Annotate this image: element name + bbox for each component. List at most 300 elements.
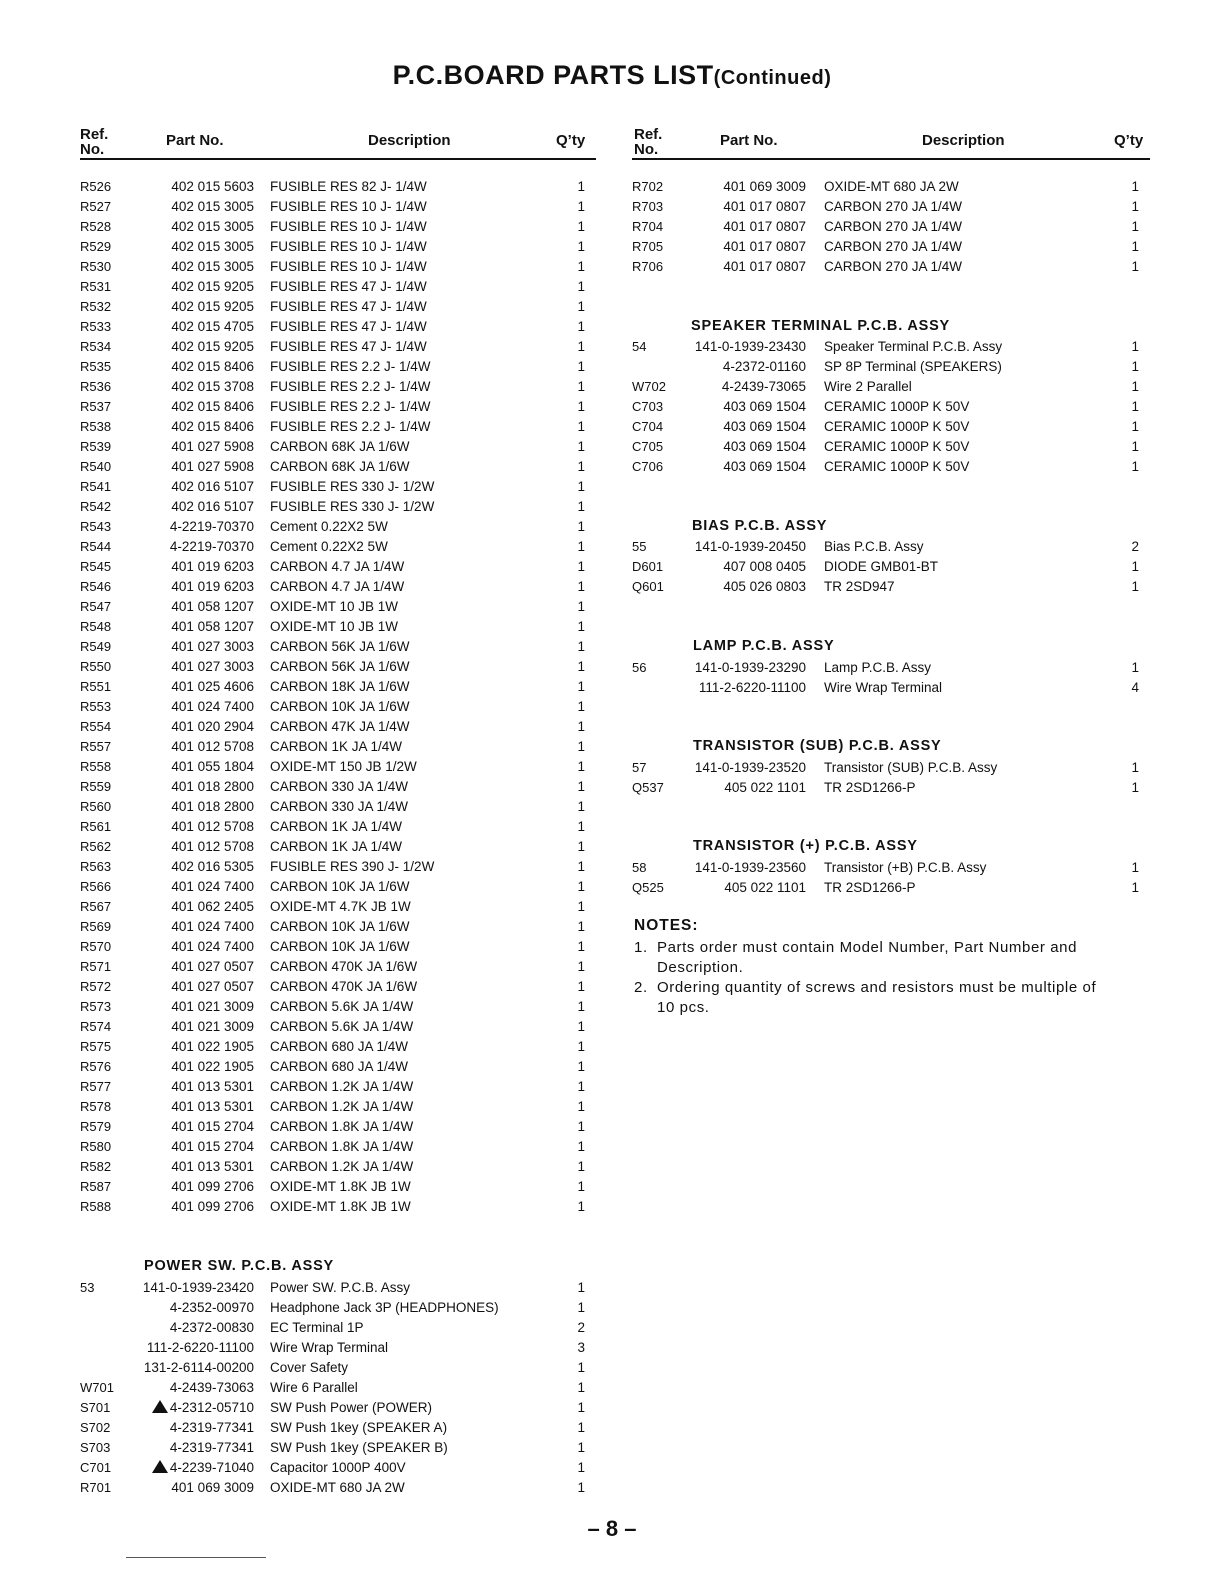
quantity: 1	[1131, 760, 1139, 775]
part-no-text: 402 015 4705	[171, 319, 254, 334]
part-no-text: 401 022 1905	[171, 1059, 254, 1074]
part-no	[695, 658, 806, 678]
quantity: 1	[577, 239, 585, 254]
description: CARBON 470K JA 1/6W	[270, 979, 418, 994]
table-row	[0, 1278, 1224, 1298]
note-number: 1.	[634, 939, 648, 956]
ref-no: 56	[632, 660, 647, 675]
table-row	[0, 917, 1224, 937]
quantity: 1	[577, 379, 585, 394]
description: OXIDE-MT 1.8K JB 1W	[270, 1199, 411, 1214]
part-no	[171, 1097, 254, 1117]
quantity: 1	[577, 1380, 585, 1395]
part-no-text: 403 069 1504	[723, 419, 806, 434]
description: Wire 6 Parallel	[270, 1380, 358, 1395]
table-row	[0, 1037, 1224, 1057]
quantity: 1	[577, 1079, 585, 1094]
description: CARBON 680 JA 1/4W	[270, 1059, 409, 1074]
table-row	[0, 437, 1224, 457]
part-no-text: 4-2312-05710	[169, 1400, 254, 1415]
description: FUSIBLE RES 390 J- 1/2W	[270, 859, 435, 874]
part-no	[171, 737, 254, 757]
description: CARBON 5.6K JA 1/4W	[270, 999, 414, 1014]
quantity: 1	[577, 719, 585, 734]
ref-no: R551	[80, 679, 112, 694]
description: CARBON 10K JA 1/6W	[270, 939, 410, 954]
quantity: 1	[577, 519, 585, 534]
ref-no: 57	[632, 760, 647, 775]
safety-warning-icon	[152, 1460, 168, 1473]
description: CARBON 680 JA 1/4W	[270, 1039, 409, 1054]
ref-no: S703	[80, 1440, 111, 1455]
part-no-text: 111-2-6220-11100	[146, 1340, 254, 1355]
table-row	[0, 717, 1224, 737]
ref-no: C703	[632, 399, 664, 414]
part-no-text: 401 027 3003	[171, 659, 254, 674]
safety-warning-icon	[152, 1400, 168, 1413]
part-no-text: 131-2-6114-00200	[143, 1360, 254, 1375]
part-no	[171, 917, 254, 937]
part-no-text: 401 012 5708	[171, 739, 254, 754]
description: FUSIBLE RES 2.2 J- 1/4W	[270, 379, 431, 394]
note-text: Ordering quantity of screws and resistors must be multiple of	[657, 979, 1097, 996]
ref-no: R540	[80, 459, 112, 474]
part-no-text: 141-0-1939-23430	[694, 339, 806, 354]
quantity: 1	[577, 539, 585, 554]
part-no	[171, 1037, 254, 1057]
table-row	[0, 1177, 1224, 1197]
ref-no: R562	[80, 839, 112, 854]
quantity: 1	[577, 1099, 585, 1114]
table-row	[0, 778, 1224, 798]
ref-no: Q537	[632, 780, 664, 795]
table-row	[0, 1097, 1224, 1117]
part-no	[170, 1378, 254, 1398]
description: CARBON 1K JA 1/4W	[270, 739, 403, 754]
description: OXIDE-MT 4.7K JB 1W	[270, 899, 411, 914]
quantity: 1	[577, 499, 585, 514]
ref-no: R531	[80, 279, 112, 294]
description: CARBON 330 JA 1/4W	[270, 779, 409, 794]
ref-no: R527	[80, 199, 112, 214]
ref-no: R706	[632, 259, 664, 274]
part-no-text: 4-2372-01160	[722, 359, 806, 374]
description: TR 2SD1266-P	[824, 780, 916, 795]
part-no-text: 405 026 0803	[723, 579, 806, 594]
quantity: 1	[577, 579, 585, 594]
ref-no: Q601	[632, 579, 664, 594]
table-row	[0, 758, 1224, 778]
ref-no: Q525	[632, 880, 664, 895]
ref-no: R537	[80, 399, 112, 414]
description: CARBON 1.2K JA 1/4W	[270, 1079, 414, 1094]
ref-no: R561	[80, 819, 112, 834]
description: OXIDE-MT 680 JA 2W	[270, 1480, 405, 1495]
table-row	[0, 1358, 1224, 1378]
quantity: 1	[577, 599, 585, 614]
part-no-text: 401 018 2800	[171, 779, 254, 794]
table-row	[0, 1298, 1224, 1318]
description: Capacitor 1000P 400V	[270, 1460, 406, 1475]
ref-no: W701	[80, 1380, 114, 1395]
part-no	[695, 758, 806, 778]
ref-no: R543	[80, 519, 112, 534]
quantity: 1	[577, 939, 585, 954]
ref-no: R577	[80, 1079, 112, 1094]
ref-no: R587	[80, 1179, 112, 1194]
part-no-text: 403 069 1504	[723, 439, 806, 454]
ref-no: R532	[80, 299, 112, 314]
ref-no: R557	[80, 739, 112, 754]
part-no-text: 141-0-1939-23520	[694, 760, 806, 775]
description: CARBON 10K JA 1/6W	[270, 879, 410, 894]
quantity: 1	[577, 1019, 585, 1034]
part-no-text: 401 017 0807	[723, 239, 806, 254]
part-no-text: 401 024 7400	[171, 919, 254, 934]
ref-no: C705	[632, 439, 664, 454]
quantity: 1	[1131, 179, 1139, 194]
ref-no: R529	[80, 239, 112, 254]
ref-no: R570	[80, 939, 112, 954]
part-no-text: 141-0-1939-23560	[694, 860, 806, 875]
part-no	[723, 357, 806, 377]
ref-no: R536	[80, 379, 112, 394]
quantity: 1	[1131, 439, 1139, 454]
description: Transistor (SUB) P.C.B. Assy	[824, 760, 998, 775]
part-no	[171, 637, 254, 657]
table-row	[0, 497, 1224, 517]
part-no-text: 402 016 5107	[171, 499, 254, 514]
part-no	[170, 1418, 254, 1438]
quantity: 1	[577, 1059, 585, 1074]
note-number: 2.	[634, 979, 648, 996]
table-row	[0, 317, 1224, 337]
part-no-text: 402 015 3005	[171, 239, 254, 254]
ref-no: R526	[80, 179, 112, 194]
quantity: 1	[577, 1039, 585, 1054]
quantity: 1	[577, 1139, 585, 1154]
part-no	[171, 1017, 254, 1037]
table-row	[0, 957, 1224, 977]
ref-no: 53	[80, 1280, 95, 1295]
description: OXIDE-MT 150 JB 1/2W	[270, 759, 417, 774]
part-no	[171, 1137, 254, 1157]
part-no-text: 401 027 5908	[171, 439, 254, 454]
part-no	[723, 237, 806, 257]
description: Wire Wrap Terminal	[270, 1340, 389, 1355]
table-row	[0, 797, 1224, 817]
part-no-text: 401 062 2405	[171, 899, 254, 914]
description: CARBON 270 JA 1/4W	[824, 199, 963, 214]
left-header-ref: Ref. No.	[80, 126, 109, 158]
quantity: 1	[1131, 660, 1139, 675]
part-no-text: 401 069 3009	[171, 1480, 254, 1495]
description: OXIDE-MT 10 JB 1W	[270, 619, 399, 634]
quantity: 1	[577, 839, 585, 854]
table-row	[0, 1157, 1224, 1177]
table-row	[0, 377, 1224, 397]
part-no-text: 4-2352-00970	[169, 1300, 254, 1315]
part-no-text: 401 027 3003	[171, 639, 254, 654]
description: FUSIBLE RES 47 J- 1/4W	[270, 319, 427, 334]
right-header-qty: Q’ty	[1114, 132, 1144, 149]
table-row	[0, 678, 1224, 698]
table-row	[0, 737, 1224, 757]
ref-no: C701	[80, 1460, 112, 1475]
left-header-desc: Description	[368, 132, 451, 149]
table-row	[0, 1057, 1224, 1077]
part-no-text: 402 016 5107	[171, 479, 254, 494]
right-header-desc: Description	[922, 132, 1005, 149]
quantity: 1	[577, 319, 585, 334]
table-row	[0, 577, 1224, 597]
note-text-cont: 10 pcs.	[657, 999, 710, 1016]
section-title: BIAS P.C.B. ASSY	[692, 518, 828, 534]
part-no-text: 141-0-1939-23290	[694, 660, 806, 675]
part-no-text: 401 020 2904	[171, 719, 254, 734]
quantity: 2	[577, 1320, 585, 1335]
part-no	[722, 377, 806, 397]
quantity: 1	[577, 739, 585, 754]
table-row	[0, 1197, 1224, 1217]
description: Speaker Terminal P.C.B. Assy	[824, 339, 1003, 354]
ref-no: R549	[80, 639, 112, 654]
table-row	[0, 897, 1224, 917]
quantity: 1	[577, 199, 585, 214]
part-no	[171, 597, 254, 617]
quantity: 1	[577, 859, 585, 874]
page-title: P.C.BOARD PARTS LIST(Continued)	[392, 60, 832, 90]
ref-no: R572	[80, 979, 112, 994]
part-no-text: 401 015 2704	[171, 1119, 254, 1134]
part-no	[723, 397, 806, 417]
quantity: 1	[577, 1460, 585, 1475]
ref-no: R566	[80, 879, 112, 894]
part-no-text: 402 015 9205	[171, 299, 254, 314]
part-no-text: 401 099 2706	[171, 1179, 254, 1194]
quantity: 1	[577, 1480, 585, 1495]
note-text-cont: Description.	[657, 959, 744, 976]
description: SW Push Power (POWER)	[270, 1400, 433, 1415]
description: SW Push 1key (SPEAKER A)	[270, 1420, 448, 1435]
ref-no: R703	[632, 199, 664, 214]
quantity: 1	[577, 1400, 585, 1415]
ref-no: R546	[80, 579, 112, 594]
part-no-text: 401 058 1207	[171, 619, 254, 634]
part-no	[171, 1077, 254, 1097]
part-no-text: 401 021 3009	[171, 999, 254, 1014]
part-no-text: 4-2319-77341	[169, 1440, 254, 1455]
ref-no: S702	[80, 1420, 111, 1435]
ref-no: 55	[632, 539, 647, 554]
quantity: 1	[1131, 399, 1139, 414]
quantity: 4	[1131, 680, 1139, 695]
ref-no: R563	[80, 859, 112, 874]
quantity: 1	[577, 259, 585, 274]
quantity: 1	[1131, 579, 1139, 594]
table-row	[0, 257, 1224, 277]
quantity: 1	[577, 1119, 585, 1134]
description: CERAMIC 1000P K 50V	[824, 439, 970, 454]
part-no-text: 401 025 4606	[171, 679, 254, 694]
section-title: TRANSISTOR (SUB) P.C.B. ASSY	[693, 738, 942, 754]
description: TR 2SD947	[824, 579, 895, 594]
part-no	[723, 577, 806, 597]
part-no	[723, 257, 806, 277]
description: Transistor (+B) P.C.B. Assy	[824, 860, 987, 875]
part-no-text: 4-2439-73063	[169, 1380, 254, 1395]
ref-no: R545	[80, 559, 112, 574]
part-no	[171, 1117, 254, 1137]
right-header-rule	[632, 158, 1150, 160]
table-row	[0, 1458, 1224, 1478]
description: CARBON 1.2K JA 1/4W	[270, 1099, 414, 1114]
part-no	[695, 337, 806, 357]
footer-line	[126, 1557, 266, 1558]
quantity: 1	[577, 1360, 585, 1375]
part-no	[723, 217, 806, 237]
description: FUSIBLE RES 2.2 J- 1/4W	[270, 419, 431, 434]
part-no-text: 402 015 5603	[171, 179, 254, 194]
table-row	[0, 997, 1224, 1017]
part-no	[171, 697, 254, 717]
left-header-part: Part No.	[166, 132, 224, 149]
table-row	[0, 417, 1224, 437]
quantity: 1	[577, 1300, 585, 1315]
ref-no: R559	[80, 779, 112, 794]
ref-no: R553	[80, 699, 112, 714]
part-no	[723, 197, 806, 217]
ref-no: 58	[632, 860, 647, 875]
description: CARBON 1.8K JA 1/4W	[270, 1139, 414, 1154]
description: CARBON 270 JA 1/4W	[824, 219, 963, 234]
ref-no: R588	[80, 1199, 112, 1214]
quantity: 1	[577, 459, 585, 474]
description: Lamp P.C.B. Assy	[824, 660, 932, 675]
description: CARBON 1.2K JA 1/4W	[270, 1159, 414, 1174]
quantity: 1	[577, 999, 585, 1014]
part-no	[724, 778, 806, 798]
part-no-text: 141-0-1939-23420	[142, 1280, 254, 1295]
part-no	[171, 1057, 254, 1077]
ref-no: R550	[80, 659, 112, 674]
quantity: 1	[577, 299, 585, 314]
part-no-text: 401 017 0807	[723, 199, 806, 214]
ref-no: R702	[632, 179, 664, 194]
ref-no: W702	[632, 379, 666, 394]
description: Power SW. P.C.B. Assy	[270, 1280, 411, 1295]
part-no-text: 402 015 3005	[171, 219, 254, 234]
quantity: 1	[577, 899, 585, 914]
ref-no: D601	[632, 559, 664, 574]
description: Headphone Jack 3P (HEADPHONES)	[270, 1300, 499, 1315]
section-title: LAMP P.C.B. ASSY	[693, 638, 835, 654]
description: CARBON 4.7 JA 1/4W	[270, 579, 405, 594]
part-no-text: 402 015 3005	[171, 199, 254, 214]
ref-no: R582	[80, 1159, 112, 1174]
part-no	[143, 1278, 254, 1298]
ref-no: R567	[80, 899, 112, 914]
part-no	[171, 817, 254, 837]
part-no	[147, 1338, 254, 1358]
description: OXIDE-MT 10 JB 1W	[270, 599, 399, 614]
part-no	[171, 277, 254, 297]
table-row	[0, 1137, 1224, 1157]
ref-no: R580	[80, 1139, 112, 1154]
description: Bias P.C.B. Assy	[824, 539, 924, 554]
quantity: 1	[577, 1280, 585, 1295]
part-no	[171, 797, 254, 817]
description: FUSIBLE RES 2.2 J- 1/4W	[270, 399, 431, 414]
left-header-rule	[80, 158, 596, 160]
part-no-text: 401 013 5301	[171, 1099, 254, 1114]
ref-no: R538	[80, 419, 112, 434]
description: FUSIBLE RES 330 J- 1/2W	[270, 499, 435, 514]
part-no-text: 402 015 3005	[171, 259, 254, 274]
table-row	[0, 1338, 1224, 1358]
quantity: 1	[577, 979, 585, 994]
quantity: 1	[577, 279, 585, 294]
description: CARBON 47K JA 1/4W	[270, 719, 410, 734]
quantity: 1	[1131, 239, 1139, 254]
quantity: 1	[577, 819, 585, 834]
part-no	[699, 678, 806, 698]
quantity: 1	[1131, 199, 1139, 214]
table-row	[0, 457, 1224, 477]
quantity: 1	[1131, 259, 1139, 274]
part-no-text: 401 022 1905	[171, 1039, 254, 1054]
quantity: 1	[577, 639, 585, 654]
table-row	[0, 297, 1224, 317]
table-row	[0, 537, 1224, 557]
ref-no: R571	[80, 959, 112, 974]
ref-no: S701	[80, 1400, 111, 1415]
description: Cement 0.22X2 5W	[270, 519, 388, 534]
part-no	[171, 297, 254, 317]
ref-no: R575	[80, 1039, 112, 1054]
section-title: TRANSISTOR (+) P.C.B. ASSY	[693, 838, 918, 854]
description: FUSIBLE RES 330 J- 1/2W	[270, 479, 435, 494]
description: CARBON 68K JA 1/6W	[270, 459, 410, 474]
quantity: 1	[1131, 880, 1139, 895]
table-row	[0, 1077, 1224, 1097]
table-row	[0, 697, 1224, 717]
quantity: 1	[577, 219, 585, 234]
description: CARBON 270 JA 1/4W	[824, 239, 963, 254]
quantity: 1	[1131, 379, 1139, 394]
part-no	[724, 878, 806, 898]
part-no	[171, 477, 254, 497]
part-no	[171, 1478, 254, 1498]
table-row	[0, 817, 1224, 837]
table-row	[0, 197, 1224, 217]
table-row	[0, 837, 1224, 857]
part-no	[171, 717, 254, 737]
part-no-text: 401 024 7400	[171, 699, 254, 714]
quantity: 1	[577, 679, 585, 694]
ref-no: R574	[80, 1019, 112, 1034]
ref-no: R547	[80, 599, 112, 614]
part-no-text: 401 017 0807	[723, 219, 806, 234]
part-no-text: 401 027 0507	[171, 979, 254, 994]
quantity: 1	[577, 179, 585, 194]
notes-heading: NOTES:	[634, 917, 699, 934]
part-no-text: 401 024 7400	[171, 939, 254, 954]
part-no	[144, 1358, 254, 1378]
description: SW Push 1key (SPEAKER B)	[270, 1440, 448, 1455]
description: EC Terminal 1P	[270, 1320, 364, 1335]
ref-no: C706	[632, 459, 664, 474]
